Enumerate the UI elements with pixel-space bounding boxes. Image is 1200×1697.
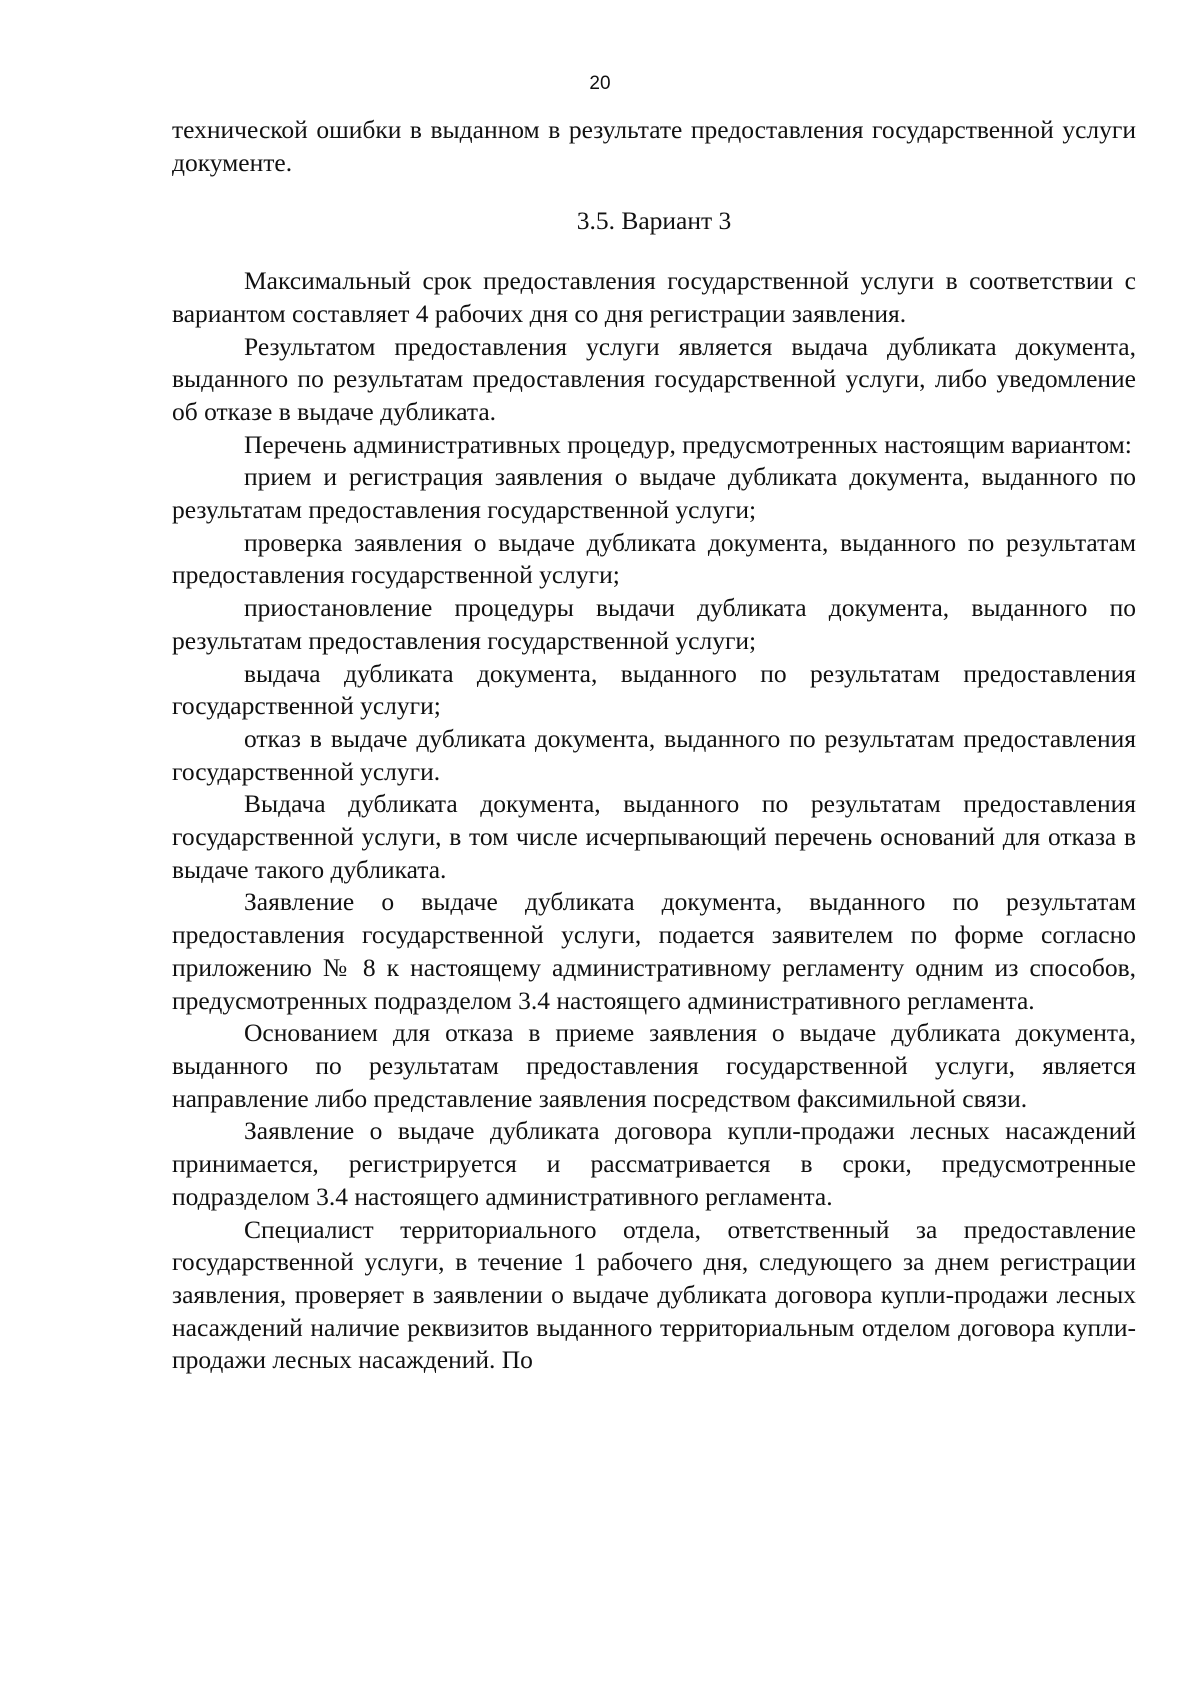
paragraph-procedures-intro: Перечень административных процедур, предусмотренных настоящим вариантом: <box>244 429 1132 459</box>
paragraph-refusal-grounds: Основанием для отказа в приеме заявления о выдаче дубликата документа, выданного по результатам предоставления государственной услуги, является направление либо представление заявления посредством факсимильной связи. <box>172 1018 1136 1113</box>
paragraph-max-term: Максимальный срок предоставления государственной услуги в соответствии с вариантом составляет 4 рабочих дня со дня регистрации заявления. <box>172 266 1136 328</box>
paragraph-result: Результатом предоставления услуги является выдача дубликата документа, выданного по результатам предоставления государственной услуги, либо уведомление об отказе в выдаче дубликата. <box>172 331 1136 426</box>
list-item-verification: проверка заявления о выдаче дубликата документа, выданного по результатам предоставления государственной услуги; <box>172 527 1136 590</box>
paragraph-duplicate-issuance-heading: Выдача дубликата документа, выданного по результатам предоставления государственной услуги, в том числе исчерпывающий перечень оснований для отказа в выдаче такого дубликата. <box>172 789 1136 884</box>
continuation-paragraph: технической ошибки в выданном в результате предоставления государственной услуги документе. <box>172 115 1136 177</box>
document-body <box>172 114 1136 1377</box>
list-item-receipt-registration: прием и регистрация заявления о выдаче дубликата документа, выданного по результатам предоставления государственной услуги; <box>172 462 1136 525</box>
paragraph-application-form: Заявление о выдаче дубликата документа, выданного по результатам предоставления государственной услуги, подается заявителем по форме согласно приложению № 8 к настоящему административному регламенту одним из способов, предусмотренных подразделом 3.4 настоящего административного регламента. <box>172 887 1136 1015</box>
paragraph-specialist-check: Специалист территориального отдела, ответственный за предоставление государственной услуги, в течение 1 рабочего дня, следующего за днем регистрации заявления, проверяет в заявлении о выдаче дубликата договора купли-продажи лесных насаждений наличие реквизитов выданного территориальным отделом договора купли-продажи лесных насаждений. По <box>172 1214 1136 1375</box>
section-heading: 3.5. Вариант 3 <box>576 206 732 236</box>
list-item-refusal: отказ в выдаче дубликата документа, выданного по результатам предоставления государственной услуги. <box>172 723 1136 786</box>
page-number: 20 <box>589 73 611 94</box>
list-item-suspension: приостановление процедуры выдачи дубликата документа, выданного по результатам предоставления государственной услуги; <box>172 593 1136 655</box>
list-item-issuance: выдача дубликата документа, выданного по результатам предоставления государственной услуги; <box>172 658 1136 721</box>
paragraph-contract-duplicate: Заявление о выдаче дубликата договора купли-продажи лесных насаждений принимается, регистрируется и рассматривается в сроки, предусмотренные подразделом 3.4 настоящего административного регламента. <box>172 1116 1136 1211</box>
